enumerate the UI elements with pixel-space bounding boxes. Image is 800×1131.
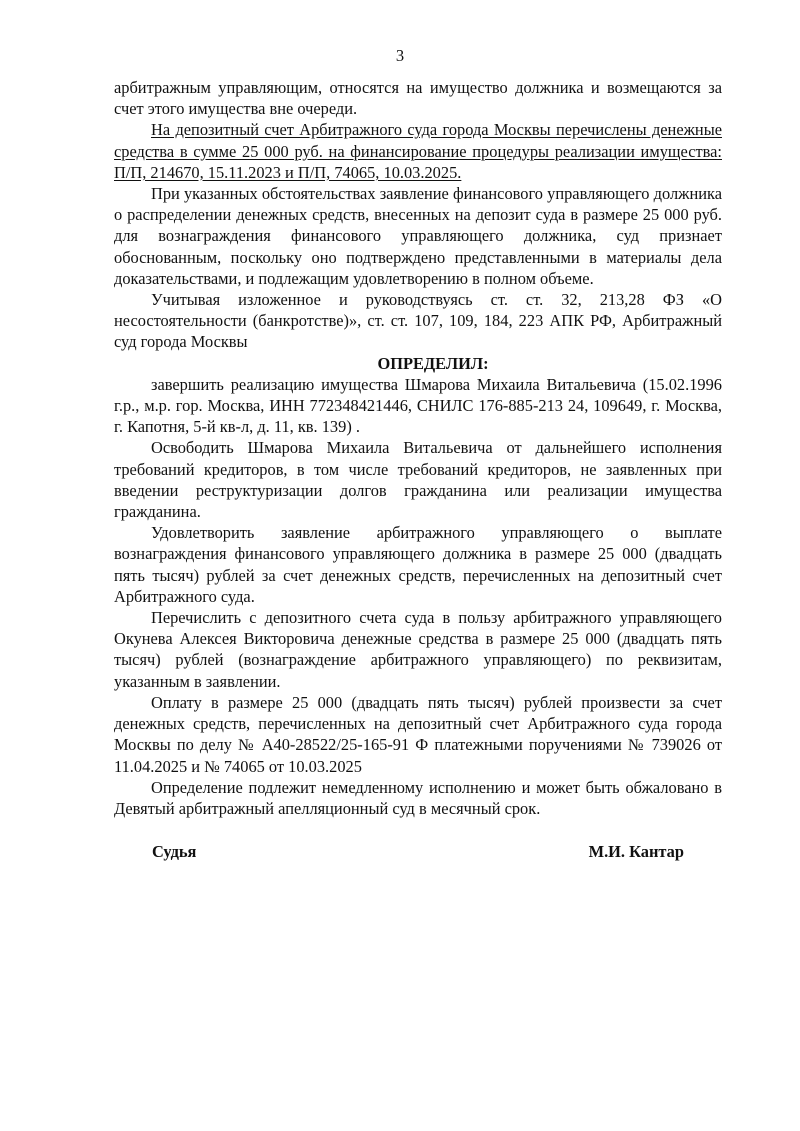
paragraph-transfer-funds: Перечислить с депозитного счета суда в пользу арбитражного управляющего Окунева Алексея Викторовича денежные средства в размере 25 000 (двадцать пять тысяч) рублей (вознаграждение арбитражного управляющего) по реквизитам, указанным в заявлении.: [114, 608, 722, 691]
paragraph-payment: Оплату в размере 25 000 (двадцать пять тысяч) рублей произвести за счет денежных средств, перечисленных на депозитный счет Арбитражного суда города Москвы по делу № А40-28522/25-165-91 Ф платежными поручениями № 739026 от 11.04.2025 и № 74065 от 10.03.2025: [114, 692, 722, 776]
paragraph-deposit-info: [114, 119, 722, 183]
judge-title: Судья: [152, 842, 197, 862]
paragraph-satisfy-application: Удовлетворить заявление арбитражного управляющего о выплате вознаграждения финансового управляющего должника в размере 25 000 (двадцать пять тысяч) рублей за счет денежных средств, перечисленных на депозитный счет Арбитражного суда.: [114, 523, 722, 606]
ruling-heading: ОПРЕДЕЛИЛ:: [377, 353, 489, 373]
judge-name: М.И. Кантар: [588, 842, 684, 862]
paragraph-legal-basis: Учитывая изложенное и руководствуясь ст. ст. 32, 213,28 ФЗ «О несостоятельности (банкротстве)», ст. ст. 107, 109, 184, 223 АПК РФ, Арбитражный суд города Москвы: [114, 290, 722, 352]
page-number: 3: [395, 46, 405, 65]
paragraph-circumstances: При указанных обстоятельствах заявление финансового управляющего должника о распределении денежных средств, внесенных на депозит суда в размере 25 000 руб. для вознаграждения финансового управляющего должника, суд признает обоснованным, поскольку оно подтверждено представленными в материалы дела доказательствами, и подлежащим удовлетворению в полном объеме.: [114, 184, 722, 288]
document-body: [114, 77, 722, 819]
paragraph-continuation: арбитражным управляющим, относятся на имущество должника и возмещаются за счет этого имущества вне очереди.: [114, 78, 722, 119]
underlined-deposit-text: На депозитный счет Арбитражного суда города Москвы перечислены денежные средства в сумме 25 000 руб. на финансирование процедуры реализации имущества: П/П, 214670, 15.11.2023 и П/П, 74065, 10.03.2025.: [114, 120, 722, 182]
signature-block: [152, 841, 684, 862]
paragraph-complete-realization: завершить реализацию имущества Шмарова Михаила Витальевича (15.02.1996 г.р., м.р. гор. Москва, ИНН 772348421446, СНИЛС 176-885-213 24, 109649, г. Москва, г. Капотня, 5-й кв-л, д. 11, кв. 139) .: [114, 374, 722, 437]
paragraph-release-debtor: Освободить Шмарова Михаила Витальевича от дальнейшего исполнения требований кредиторов, в том числе требований кредиторов, не заявленных при введении реструктуризации долгов гражданина или реализации имущества гражданина.: [114, 438, 722, 522]
paragraph-appeal: Определение подлежит немедленному исполнению и может быть обжаловано в Девятый арбитражный апелляционный суд в месячный срок.: [114, 777, 722, 818]
